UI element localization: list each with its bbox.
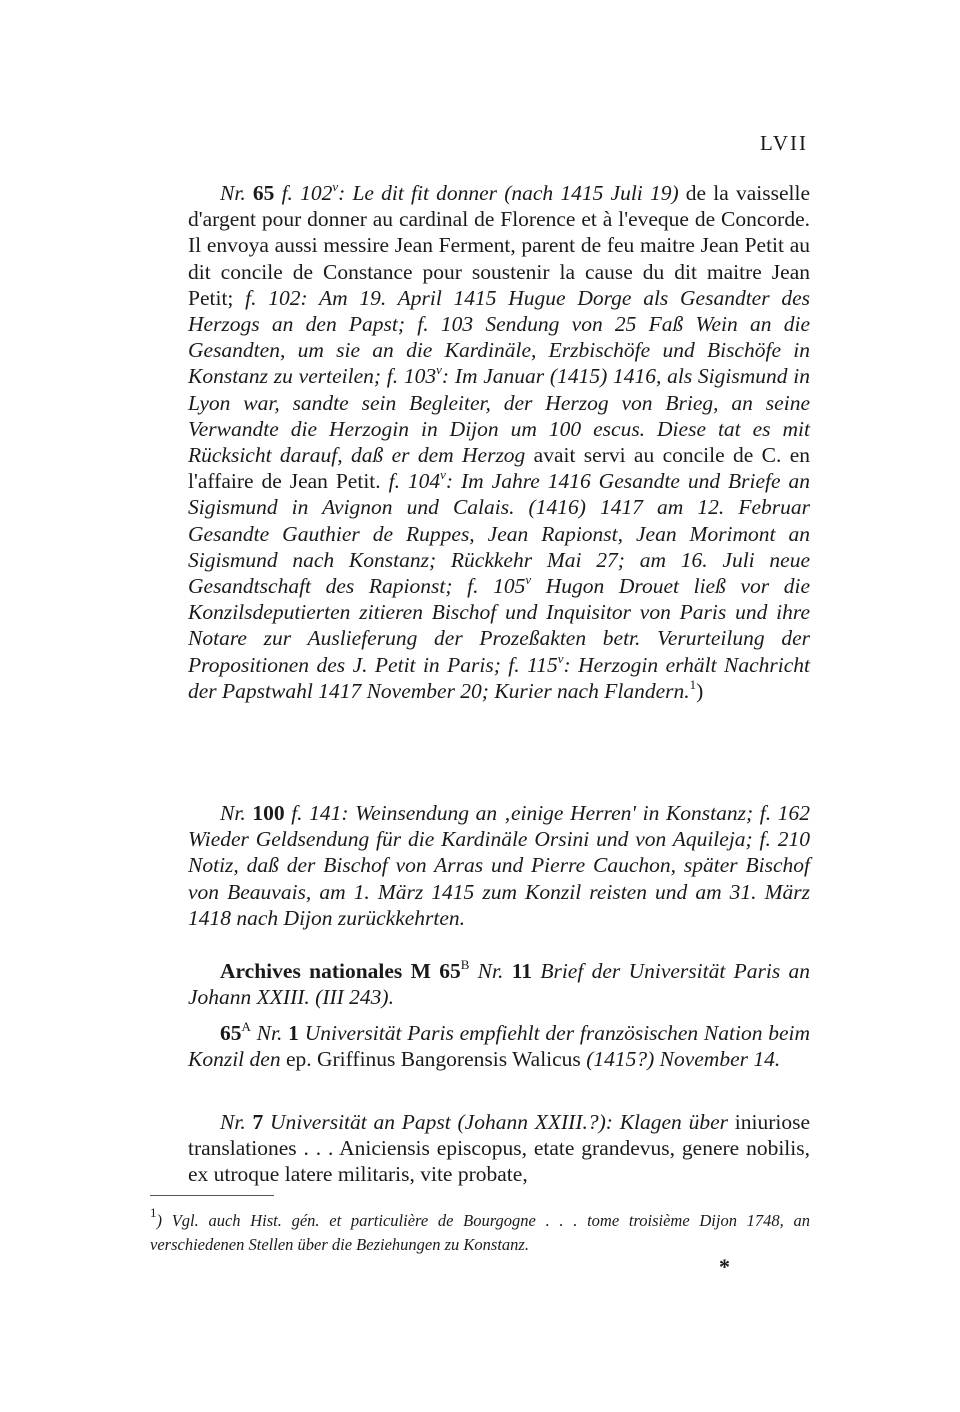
date-note: (1415?) November 14. bbox=[580, 1047, 781, 1072]
heading-sup: B bbox=[460, 957, 470, 972]
entry-nr-7 bbox=[188, 1109, 810, 1188]
entry-text: : Im Jahre 1416 Gesandte und Briefe an Sigismund in Avignon und Calais. (1416) 1417 am 12. Februar Gesandte Gauthier de Ruppes, Jean Rapionst, Jean Morimont an Sigismund nach Konstanz; Rückkehr Mai 27; am 16. Juli neue Gesandtschaft des Rapionst; f. 105 bbox=[188, 469, 810, 599]
footnote bbox=[150, 1205, 810, 1257]
entry-number: 65 bbox=[220, 1021, 242, 1045]
entry-text: Hugon Drouet ließ vor die Konzilsdeputierten zitieren Bischof und Inquisitor von Paris und ihre Notare zur Auslieferung der Prozeßakten betr. Verurteilung der Propositionen des J. Petit in Paris; f. 115 bbox=[188, 574, 810, 677]
number-sup: A bbox=[241, 1019, 251, 1034]
entry-number: 1 bbox=[282, 1021, 299, 1045]
entry-number: 11 bbox=[503, 959, 533, 983]
folio-sup: v bbox=[436, 362, 442, 378]
footnote-divider bbox=[150, 1195, 274, 1196]
nr-label: Nr. bbox=[220, 1110, 246, 1134]
signature-mark: * bbox=[719, 1254, 730, 1279]
entry-text: : Herzogin erhält Nachricht der Papstwahl 1417 November 20; Kurier nach Flandern. bbox=[188, 652, 810, 703]
footnote-text: ) Vgl. auch Hist. gén. et particulière de Bourgogne . . . tome troisième Dijon 1748, an verschiedenen Stellen über die Beziehungen zu Konstanz. bbox=[150, 1211, 810, 1254]
entry-text: Universität an Papst (Johann XXIII.?): Klagen über bbox=[263, 1110, 728, 1134]
entry-nr-65 bbox=[188, 180, 810, 704]
nr-label: Nr. bbox=[220, 181, 246, 205]
french-quote: avait servi au concile de C. en l'affaire de Jean Petit. bbox=[188, 443, 810, 494]
nr-label: Nr. bbox=[250, 1021, 283, 1045]
date-note: (nach 1415 Juli 19) bbox=[504, 181, 679, 205]
entry-65a bbox=[188, 1020, 810, 1072]
archives-entry bbox=[188, 958, 810, 1010]
entry-text: Universität Paris empfiehlt der französischen Nation beim Konzil den bbox=[188, 1021, 811, 1072]
french-quote: de la vaisselle d'argent pour donner au cardinal de Florence et à l'eveque de Concorde. Il envoya aussi messire Jean Ferment, parent de feu maitre Jean Petit au dit concile de Constance pour soustenir la cause du dit maitre Jean Petit; bbox=[188, 181, 811, 310]
folio-sup: v bbox=[332, 179, 339, 194]
entry-text: f. 141: Weinsendung an ‚einige Herren' in Konstanz; f. 162 Wieder Geldsendung für die Kardinäle Orsini und von Aquileja; f. 210 Notiz, daß der Bischof von Arras und Pierre Cauchon, später Bischof von Beauvais, am 1. März 1415 zum Konzil reisten und am 31. März 1418 nach Dijon zurückkehrten. bbox=[188, 801, 810, 930]
entry-text: Brief der Universität Paris an Johann XXIII. (III 243). bbox=[188, 959, 811, 1010]
entry-text: : Im Januar (1415) 1416, als Sigismund in Lyon war, sandte sein Begleiter, der Herzog von Brieg, an seine Verwandte die Herzogin in Dijon um 100 escus. Diese tat es mit Rücksicht darauf, daß er dem Herzog bbox=[188, 364, 810, 468]
latin-quote: iniuriose translationes . . . Aniciensis episcopus, etate grandevus, genere nobilis, ex utroque latere militaris, vite probate, bbox=[188, 1110, 811, 1187]
entry-text: f. 104 bbox=[380, 469, 441, 494]
footnote-reference-close: ) bbox=[696, 678, 704, 703]
archives-heading: Archives nationales M 65 bbox=[220, 959, 461, 983]
footnote-reference: 1 bbox=[689, 676, 697, 692]
nr-label: Nr. bbox=[469, 959, 504, 983]
entry-number: 65 bbox=[252, 181, 275, 205]
page-number: LVII bbox=[759, 131, 808, 155]
latin-quote: ep. Griffinus Bangorensis Walicus bbox=[280, 1047, 581, 1072]
entry-text: : Le dit fit donner bbox=[338, 181, 505, 205]
folio-sup: v bbox=[557, 650, 564, 666]
entry-nr-100 bbox=[188, 800, 810, 931]
folio-ref: f. 102 bbox=[281, 181, 333, 205]
footnote-marker: 1 bbox=[150, 1205, 157, 1220]
nr-label: Nr. bbox=[220, 801, 246, 825]
entry-number: 7 bbox=[245, 1110, 264, 1134]
entry-text: f. 102: Am 19. April 1415 Hugue Dorge als Gesandter des Herzogs an den Papst; f. 103 Sendung von 25 Faß Wein an die Gesandten, um sie an die Kardinäle, Erzbischöfe und Bischöfe in Konstanz zu verteilen; f. 103 bbox=[188, 285, 810, 389]
entry-number: 100 bbox=[252, 801, 285, 825]
folio-sup: v bbox=[440, 467, 446, 483]
folio-sup: v bbox=[525, 572, 532, 588]
